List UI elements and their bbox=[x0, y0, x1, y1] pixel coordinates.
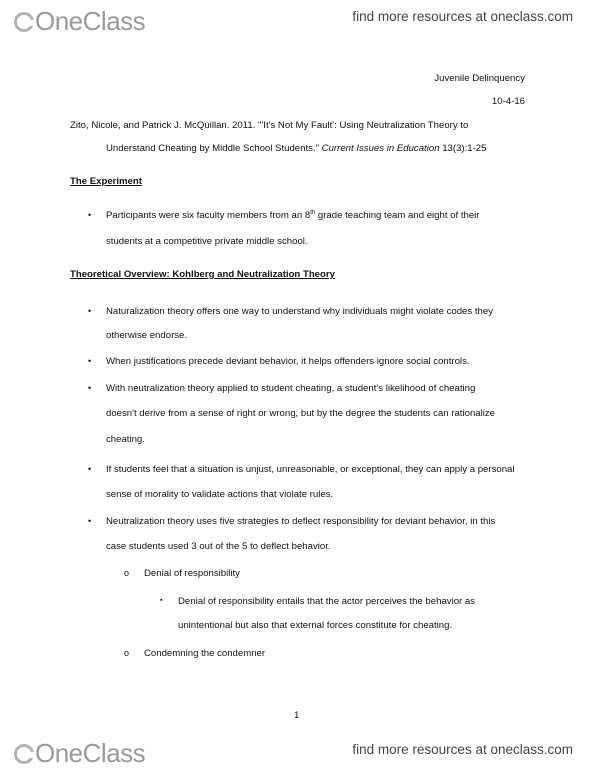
overview-bullet-5-line-1: Neutralization theory uses five strategies to deflect responsibility for deviant behavior, in this bbox=[106, 516, 496, 527]
bullet-marker: • bbox=[88, 356, 92, 366]
superscript-th: th bbox=[310, 210, 316, 216]
sub-item-denial-of-responsibility: Denial of responsibility bbox=[144, 568, 240, 579]
bullet-marker: • bbox=[88, 464, 92, 474]
overview-bullet-3-line-3: cheating. bbox=[106, 434, 145, 445]
overview-bullet-4-line-2: sense of morality to validate actions that violate rules. bbox=[106, 489, 334, 500]
citation-title-end: Understand Cheating by Middle School Students." bbox=[106, 143, 319, 154]
citation-line-1: Zito, Nicole, and Patrick J. McQuillan. 2011. "'It's Not My Fault': Using Neutralization Theory to bbox=[70, 120, 469, 131]
resources-link[interactable]: find more resources at oneclass.com bbox=[352, 9, 573, 24]
overview-bullet-1-line-1: Naturalization theory offers one way to understand why individuals might violate codes they bbox=[106, 306, 493, 317]
oneclass-logo bbox=[14, 6, 145, 37]
course-title: Juvenile Delinquency bbox=[434, 73, 525, 84]
page-number: 1 bbox=[294, 710, 300, 721]
overview-bullet-4-line-1: If students feel that a situation is unjust, unreasonable, or exceptional, they can apply a personal bbox=[106, 464, 515, 475]
citation-volume: 13(3):1-25 bbox=[442, 143, 487, 154]
logo-text: OneClass bbox=[35, 6, 146, 36]
overview-bullet-2-line-1: When justifications precede deviant behavior, it helps offenders ignore social controls. bbox=[106, 356, 470, 367]
bullet-marker: • bbox=[88, 516, 92, 526]
section-heading-overview: Theoretical Overview: Kohlberg and Neutralization Theory bbox=[70, 269, 335, 280]
subsub-bullet-marker: ▪ bbox=[160, 597, 163, 604]
bullet-marker: • bbox=[88, 306, 92, 316]
bullet-text: grade teaching team and eight of their bbox=[315, 210, 480, 221]
overview-bullet-3-line-2: doesn't derive from a sense of right or wrong, but by the degree the students can rationalize bbox=[106, 408, 496, 419]
sub-bullet-marker: o bbox=[124, 568, 130, 578]
resources-link-footer[interactable]: find more resources at oneclass.com bbox=[352, 742, 573, 757]
overview-bullet-1-line-2: otherwise endorse. bbox=[106, 330, 188, 341]
sub-item-condemning-the-condemner: Condemning the condemner bbox=[144, 648, 266, 659]
sub-bullet-marker: o bbox=[124, 648, 130, 658]
citation-line-2 bbox=[106, 143, 486, 155]
experiment-bullet-line-1 bbox=[106, 210, 480, 222]
document-date: 10-4-16 bbox=[491, 96, 525, 107]
subsub-item-line-1: Denial of responsibility entails that the actor perceives the behavior as bbox=[178, 596, 476, 607]
overview-bullet-5-line-2: case students used 3 out of the 5 to deflect behavior. bbox=[106, 541, 331, 552]
logo-text: OneClass bbox=[35, 738, 146, 768]
experiment-bullet-line-2: students at a competitive private middle school. bbox=[106, 236, 308, 247]
overview-bullet-3-line-1: With neutralization theory applied to student cheating, a student's likelihood of cheating bbox=[106, 383, 476, 394]
bullet-marker: • bbox=[88, 383, 92, 393]
subsub-item-line-2: unintentional but also that external forces constitute for cheating. bbox=[178, 620, 453, 631]
section-heading-experiment: The Experiment bbox=[70, 176, 142, 187]
logo-mark-icon bbox=[14, 12, 34, 32]
citation-journal: Current Issues in Education bbox=[321, 143, 440, 154]
oneclass-logo-footer bbox=[14, 738, 145, 769]
logo-mark-icon bbox=[14, 744, 34, 764]
bullet-marker: • bbox=[88, 210, 92, 220]
bullet-text: Participants were six faculty members from an 8 bbox=[106, 210, 311, 221]
